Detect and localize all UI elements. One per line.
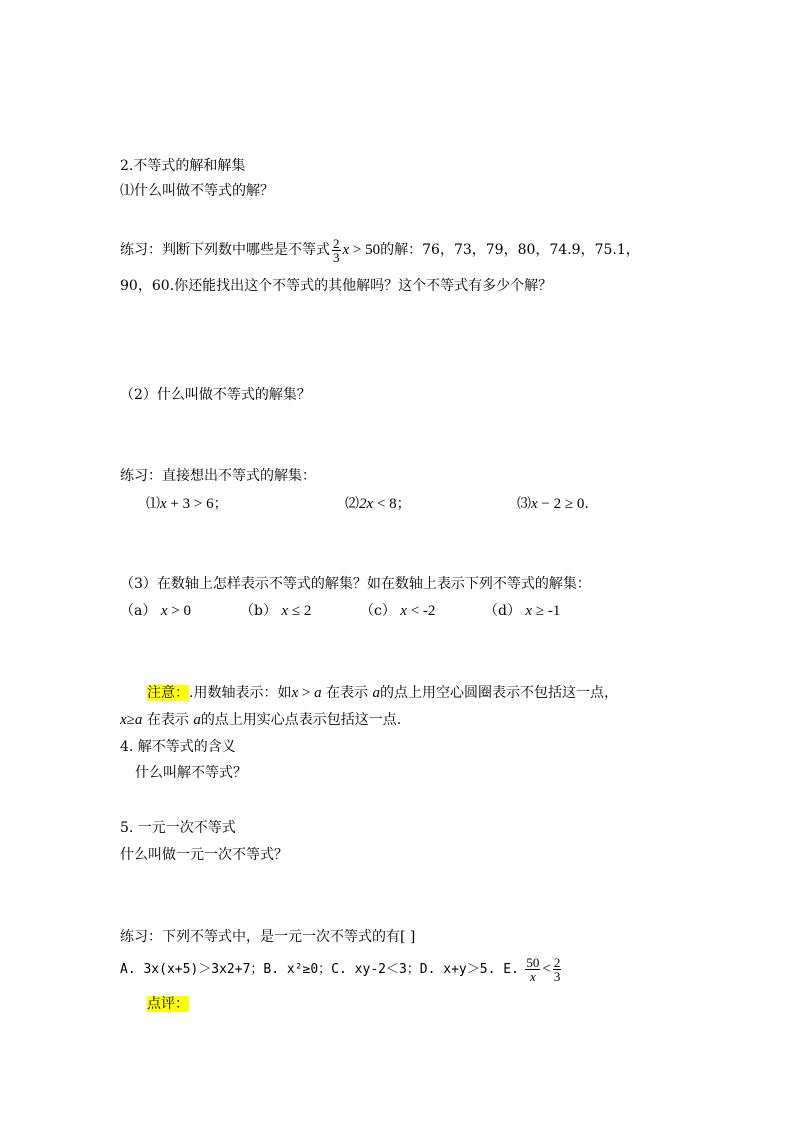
section-5-question: 什么叫做一元一次不等式？ <box>120 847 288 863</box>
item-end: . <box>584 496 589 512</box>
relation: ≥ <box>126 712 135 728</box>
relation: > 50 <box>349 242 381 258</box>
fraction-two-thirds <box>332 237 341 264</box>
exercise-2-item-3 <box>517 494 589 514</box>
expression: < -2 <box>406 603 436 619</box>
expression: < 8 <box>373 496 397 512</box>
note-text: 的点上用实心点表示包括这一点. <box>200 712 402 728</box>
note-line-1 <box>147 683 618 703</box>
question-2: （2）什么叫做不等式的解集？ <box>120 387 311 403</box>
variable: x <box>531 496 538 512</box>
note-text: .用数轴表示：如 <box>189 685 292 701</box>
expression: − 2 ≥ 0 <box>537 496 585 512</box>
q3-item-d <box>484 601 560 621</box>
fraction-denominator: 3 <box>553 968 561 984</box>
note-text: 在表示 <box>142 712 194 728</box>
fraction-numerator: 2 <box>333 235 340 251</box>
variable: x <box>160 496 167 512</box>
exercise-3-label: 练习：下列不等式中，是一元一次不等式的有[ ] <box>120 929 416 945</box>
variable-a: a <box>314 685 322 701</box>
exercise-2-item-1 <box>146 494 228 514</box>
exercise-1-prefix: 练习：判断下列数中哪些是不等式 <box>120 242 330 258</box>
variable-a: a <box>193 712 201 728</box>
comment-label: 点评： <box>147 996 189 1012</box>
exercise-1-suffix: 的解：76，73，79，80，74.9，75.1， <box>380 242 640 258</box>
section-2-title: 2.不等式的解和解集 <box>120 158 246 174</box>
exercise-2-label: 练习：直接想出不等式的解集： <box>120 468 316 484</box>
note-line-2 <box>120 710 401 730</box>
q3-item-a <box>120 601 191 621</box>
item-number: ⑵ <box>345 496 359 512</box>
fraction-denominator: 3 <box>333 249 340 265</box>
variable: x <box>525 603 533 619</box>
item-label: （c） <box>360 603 396 619</box>
fraction-50-over-x <box>525 956 540 983</box>
expression: > 0 <box>167 603 191 619</box>
variable: x <box>160 603 168 619</box>
fraction-numerator: 2 <box>553 954 561 970</box>
variable: x <box>400 603 407 619</box>
variable-x: x <box>291 685 299 701</box>
expression: ≤ 2 <box>288 603 312 619</box>
variable-a: a <box>134 712 143 728</box>
q3-item-b <box>240 601 311 621</box>
item-end: ； <box>213 496 228 512</box>
relation: < <box>542 961 551 977</box>
item-label: （b） <box>240 603 277 619</box>
relation: > <box>298 685 315 701</box>
note-text: 在表示 <box>321 685 373 701</box>
item-number: ⑶ <box>517 496 531 512</box>
options-text: A. 3x(x+5)＞3x2+7；B. x²≥0；C. xy-2＜3；D. x+y＞5. E. <box>120 962 519 977</box>
exercise-3-options <box>120 949 563 990</box>
exercise-1-line-1 <box>120 233 640 267</box>
variable-x: x <box>342 242 350 258</box>
fraction-two-thirds <box>553 956 562 983</box>
question-3: （3）在数轴上怎样表示不等式的解集？如在数轴上表示下列不等式的解集： <box>120 576 591 592</box>
expression: ≥ -1 <box>532 603 561 619</box>
item-end: ； <box>396 496 411 512</box>
variable: x <box>281 603 289 619</box>
note-text: 的点上用空心圆圈表示不包括这一点， <box>380 685 618 701</box>
fraction-denominator: x <box>529 968 536 984</box>
q3-item-c <box>360 601 435 621</box>
variable: 2x <box>359 496 374 512</box>
exercise-1-line-2: 90，60.你还能找出这个不等式的其他解吗？这个不等式有多少个解？ <box>120 278 553 294</box>
question-1: ⑴什么叫做不等式的解？ <box>120 183 274 199</box>
item-label: （a） <box>120 603 157 619</box>
comment-line <box>147 994 189 1014</box>
fraction-numerator: 50 <box>526 954 540 970</box>
item-label: （d） <box>484 603 521 619</box>
section-5-title: 5. 一元一次不等式 <box>120 820 236 836</box>
section-4-title: 4. 解不等式的含义 <box>120 739 236 755</box>
item-number: ⑴ <box>146 496 160 512</box>
section-4-question: 什么叫解不等式？ <box>135 765 247 781</box>
expression: + 3 > 6 <box>166 496 214 512</box>
variable-x: x <box>120 712 127 728</box>
variable-a: a <box>372 685 380 701</box>
exercise-2-item-2 <box>345 494 411 514</box>
note-label: 注意： <box>147 685 189 701</box>
